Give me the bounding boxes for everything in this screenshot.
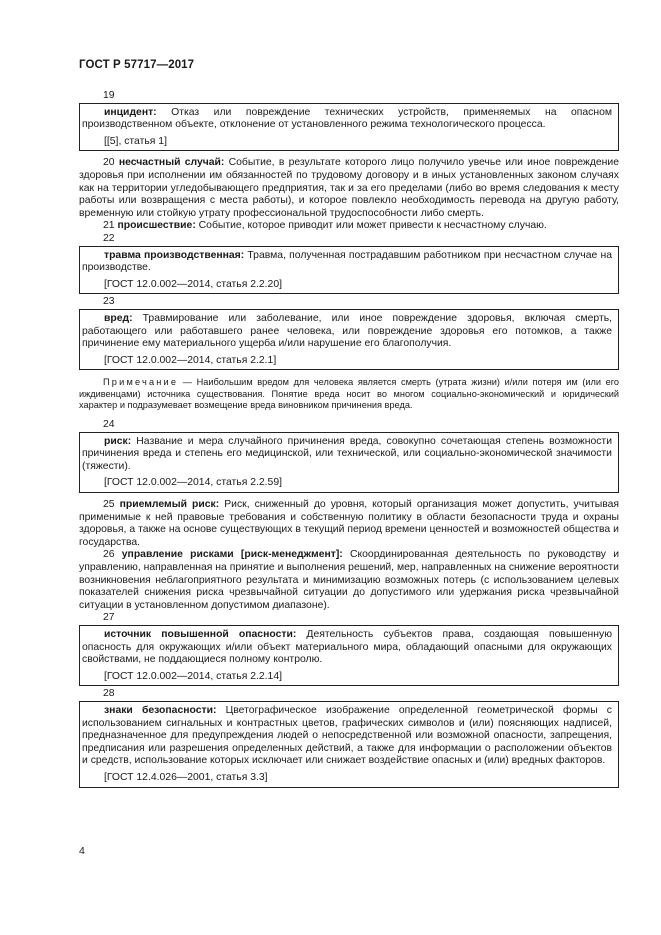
term-definition: Событие, которое приводит или может привести к несчастному случаю. bbox=[198, 220, 547, 232]
term-definition: Событие, в результате которого лицо получило увечье или иное повреждение здоровья при исполнении им обязанностей по трудовому договору и в иных установленных законом случаях как на территории угледобывающего предприятия, так и за его пределами (либо во время следования к месту работы или возвращения с места работы), и которое повлекло необходимость перевода на другую работу, временную или стойкую утрату профессиональной трудоспособности либо смерть. bbox=[79, 157, 620, 219]
term-number: 22 bbox=[103, 232, 115, 244]
term-title: риск: bbox=[104, 435, 132, 447]
term-number: 25 bbox=[103, 499, 115, 511]
term-entry-21 bbox=[79, 220, 619, 233]
term-box-24 bbox=[79, 432, 619, 493]
term-definition: Название и мера случайного причинения вреда, совокупно сочетающая степень возможности причинения вреда и степень его медицинской, или технической, или социально-экономической значимости (тяжести). bbox=[82, 435, 612, 472]
term-entry-26 bbox=[79, 549, 619, 612]
term-box-22 bbox=[79, 246, 619, 295]
term-definition: Скоординированная деятельность по руководству и управлению, направленная на принятие и выполнения решений, мер, направленных на снижение вероятности возникновения неблагоприятного результата и минимизацию возможных потерь (с использованием целевых показателей снижения риска чрезвычайной ситуации до допустимого или удержания риска чрезвычайной ситуации в установленном допустимом диапазоне). bbox=[79, 549, 620, 611]
term-source: [ГОСТ 12.4.026—2001, статья 3.3] bbox=[104, 771, 268, 783]
term-title: знаки безопасности: bbox=[104, 704, 217, 716]
term-entry bbox=[82, 107, 612, 132]
term-definition: Отказ или повреждение технических устройств, применяемых на опасном производственном объекте, отклонение от установленного режима технологического процесса. bbox=[82, 106, 612, 131]
note-label: Примечание bbox=[103, 377, 179, 388]
term-entry bbox=[82, 250, 612, 275]
term-number: 28 bbox=[103, 688, 115, 700]
term-number: 20 bbox=[103, 157, 115, 169]
term-box-28 bbox=[79, 701, 619, 788]
term-number: 21 bbox=[103, 220, 115, 232]
term-source: [[5], статья 1] bbox=[104, 135, 167, 147]
term-box-27 bbox=[79, 625, 619, 686]
term-definition: Цветографическое изображение определенной геометрической формы с использованием сигнальных и контрастных цветов, графических символов и (или) поясняющих надписей, предназначенное для предупреждения людей о непосредственной или возможной опасности, запрещения, предписания или разрешения определенных действий, а также для информации о расположении объектов и средств, использование которых исключает или снижает воздействие опасных и (или) вредных факторов. bbox=[82, 704, 612, 767]
term-entry-20 bbox=[79, 157, 619, 220]
term-number: 24 bbox=[103, 419, 115, 431]
term-definition: Деятельность субъектов права, создающая повышенную опасность для окружающих и/или объект материального мира, обладающий опасными для окружающих свойствами, не поддающиеся полному контролю. bbox=[82, 628, 612, 666]
term-title: травма производственная: bbox=[104, 249, 245, 261]
term-title: источник повышенной опасности: bbox=[104, 628, 297, 640]
term-entry bbox=[82, 705, 612, 768]
term-source: [ГОСТ 12.0.002—2014, статья 2.2.20] bbox=[104, 278, 282, 290]
term-number: 27 bbox=[103, 612, 115, 624]
term-definition: Травма, полученная пострадавшим работником при несчастном случае на производстве. bbox=[82, 249, 613, 274]
term-box-19 bbox=[79, 103, 619, 152]
page-number: 4 bbox=[79, 845, 85, 857]
term-title: несчастный случай: bbox=[118, 157, 225, 169]
term-entry bbox=[82, 313, 612, 351]
term-title: вред: bbox=[104, 312, 133, 324]
term-number: 26 bbox=[103, 549, 115, 561]
term-source: [ГОСТ 12.0.002—2014, статья 2.2.59] bbox=[104, 477, 282, 489]
note-text: — Наибольшим вредом для человека является смерть (утрата жизни) и/или потеря им (или его иждивенцами) источника существования. Понятие вреда носит во многом социально-экономический и юридический характер и подразумевает возмещение вреда виновником причинения вреда. bbox=[79, 377, 619, 411]
term-title: инцидент: bbox=[104, 106, 157, 118]
term-entry bbox=[82, 436, 612, 474]
term-definition: Риск, сниженный до уровня, который организация может допустить, учитывая применимые к ней правовые требования и собственную политику в области безопасности труда и охраны здоровья, а также на основе существующих в текущий период времени ценностей и возможностей общества и государства. bbox=[79, 499, 620, 548]
term-title: приемлемый риск: bbox=[119, 499, 220, 511]
document-header: ГОСТ Р 57717—2017 bbox=[79, 59, 195, 71]
term-box-23 bbox=[79, 309, 619, 370]
term-source: [ГОСТ 12.0.002—2014, статья 2.2.14] bbox=[104, 670, 282, 682]
term-number: 23 bbox=[103, 296, 115, 308]
document-body bbox=[79, 90, 619, 790]
term-source: [ГОСТ 12.0.002—2014, статья 2.2.1] bbox=[104, 354, 277, 366]
term-definition: Травмирование или заболевание, или иное повреждение здоровья, включая смерть, работающего или работавшего ранее человека, или повреждение здоровья его потомков, а также причинение ему материального ущерба и/или нарушение его благополучия. bbox=[82, 312, 613, 350]
term-title: управление рисками [риск-менеджмент]: bbox=[121, 549, 343, 561]
note bbox=[79, 377, 619, 412]
term-title: происшествие: bbox=[117, 220, 196, 232]
term-entry bbox=[82, 629, 612, 667]
term-entry-25 bbox=[79, 499, 619, 549]
term-number: 19 bbox=[103, 90, 115, 101]
